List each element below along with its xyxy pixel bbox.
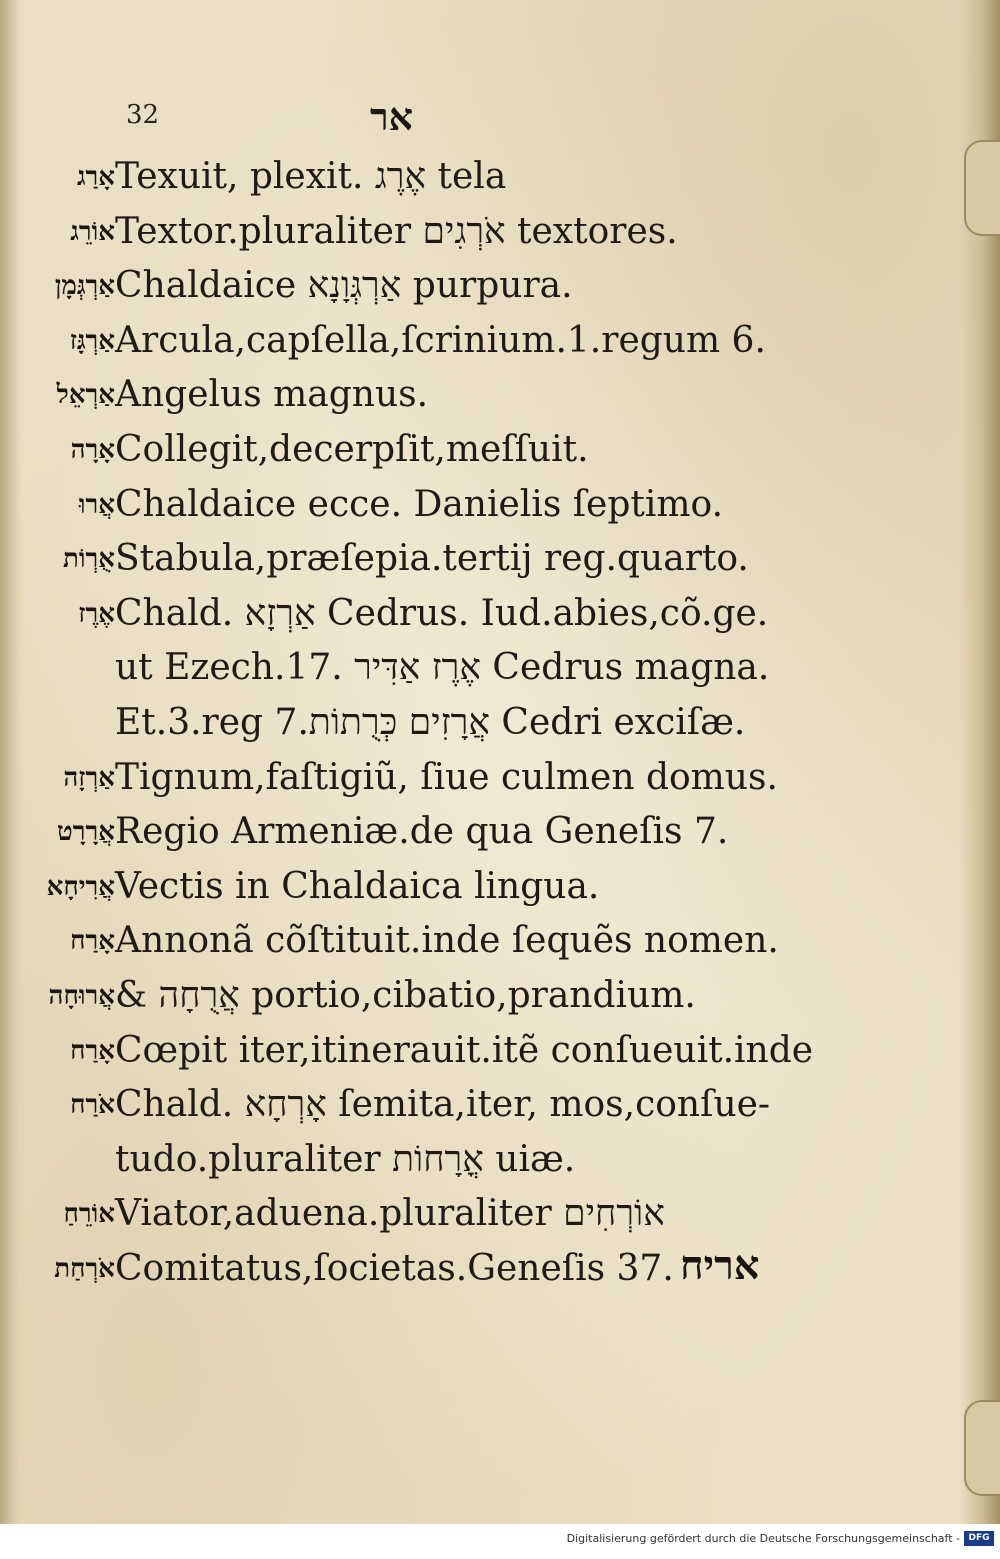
entry-gloss: Texuit, plexit. אֶרֶג tela (115, 156, 507, 197)
entry-headword: אֹרַח (70, 1090, 115, 1121)
running-head (0, 96, 1000, 146)
page-number: 32 (126, 100, 160, 130)
entry-headword: אַרְגָּז (69, 325, 115, 356)
entry-gloss: Chaldaice אַרְגְּוָנָא purpura. (115, 265, 573, 307)
entry-headword: אוֹרֵחַ (63, 1199, 115, 1230)
entry-headword: אֻרְוֹת (63, 544, 115, 575)
entry-headword: אֹרְחַת (54, 1253, 115, 1284)
entry-line (0, 150, 1000, 205)
dfg-logo: DFG (964, 1531, 994, 1546)
entry-line (0, 914, 1000, 969)
entry-gloss: Annonã cõſtituit.inde ſequẽs nomen. (115, 920, 779, 962)
entry-line (0, 587, 1000, 642)
entry-line (0, 1024, 1000, 1079)
catchword: אריח (680, 1242, 760, 1289)
entry-line (0, 1187, 1000, 1242)
header-hebrew-letters: אר (370, 94, 414, 139)
entry-line (0, 205, 1000, 260)
entry-headword: אוֹרֵג (70, 216, 115, 247)
entry-line (0, 423, 1000, 478)
entry-line (0, 314, 1000, 369)
entry-gloss: Angelus magnus. (115, 374, 429, 416)
entry-gloss: Chald. אָרְחָא ſemita,iter, mos,conſue- (115, 1084, 771, 1126)
entry-gloss: Textor.pluraliter אֹרְגִים textores. (115, 210, 678, 252)
entry-gloss: Et.3.reg 7.אֲרָזִים כְּרֻתוֹת Cedri exciſæ. (115, 701, 746, 743)
entry-line (0, 1133, 1000, 1188)
entry-line (0, 478, 1000, 533)
entry-gloss: Regio Armeniæ.de qua Geneſis 7. (115, 811, 729, 853)
entry-line (0, 532, 1000, 587)
entry-gloss: Chald. אַרְזָא Cedrus. Iud.abies,cõ.ge. (115, 592, 769, 634)
entry-line (0, 1078, 1000, 1133)
entry-line (0, 969, 1000, 1024)
entry-line (0, 696, 1000, 751)
entry-headword: אָרָה (70, 434, 115, 465)
entry-headword: אָרַח (70, 1035, 115, 1066)
entry-gloss: Vectis in Chaldaica lingua. (115, 865, 600, 907)
entry-gloss: Comitatus,ſocietas.Geneſis 37. (115, 1247, 674, 1289)
entry-line (0, 259, 1000, 314)
entry-headword: אַרְזָה (63, 762, 115, 793)
entry-headword: אֶרֶז (78, 598, 115, 629)
entry-line (0, 860, 1000, 915)
entry-gloss: Arcula,capſella,ſcrinium.1.regum 6. (115, 319, 766, 361)
entry-headword: אָרַג (76, 162, 115, 192)
entry-gloss: Tignum,faſtigiũ, ſiue culmen domus. (115, 756, 778, 798)
entry-headword: אֲרִיחָא (46, 871, 115, 902)
thumb-tab-bottom (964, 1400, 1000, 1496)
entry-gloss: Viator,aduena.pluraliter אוֹרְחִים (115, 1193, 665, 1235)
entry-gloss: tudo.pluraliter אֳרָחוֹת uiæ. (115, 1138, 576, 1180)
entry-headword: אָרַח (70, 926, 115, 957)
entry-gloss: Stabula,præſepia.tertij reg.quarto. (115, 538, 749, 580)
entry-gloss: Cœpit iter,itinerauit.itẽ conſueuit.inde (115, 1029, 814, 1071)
entry-line (0, 368, 1000, 423)
entry-gloss: Collegit,decerpſit,meſſuit. (115, 428, 589, 470)
entry-line (0, 751, 1000, 806)
dictionary-entries (0, 150, 1000, 1296)
funding-credit: Digitalisierung gefördert durch die Deutsche Forschungsgemeinschaft - (566, 1532, 960, 1545)
entry-headword: אַרְאֵל (56, 380, 115, 411)
entry-headword: אֲרָרָט (57, 817, 115, 848)
footer-bar (0, 1524, 1000, 1559)
entry-headword: אַרְגְּמָן (54, 271, 115, 302)
entry-line (0, 805, 1000, 860)
entry-headword: אֲרוּ (78, 489, 115, 520)
entry-gloss: Chaldaice ecce. Danielis ſeptimo. (115, 483, 724, 525)
entry-gloss: ut Ezech.17. אֶרֶז אַדִּיר Cedrus magna. (115, 647, 770, 689)
entry-gloss: & אֲרֻחָה portio,cibatio,prandium. (115, 974, 696, 1016)
entry-headword: אֲרוּחָה (48, 980, 115, 1011)
entry-line (0, 641, 1000, 696)
entry-line (0, 1242, 1000, 1297)
